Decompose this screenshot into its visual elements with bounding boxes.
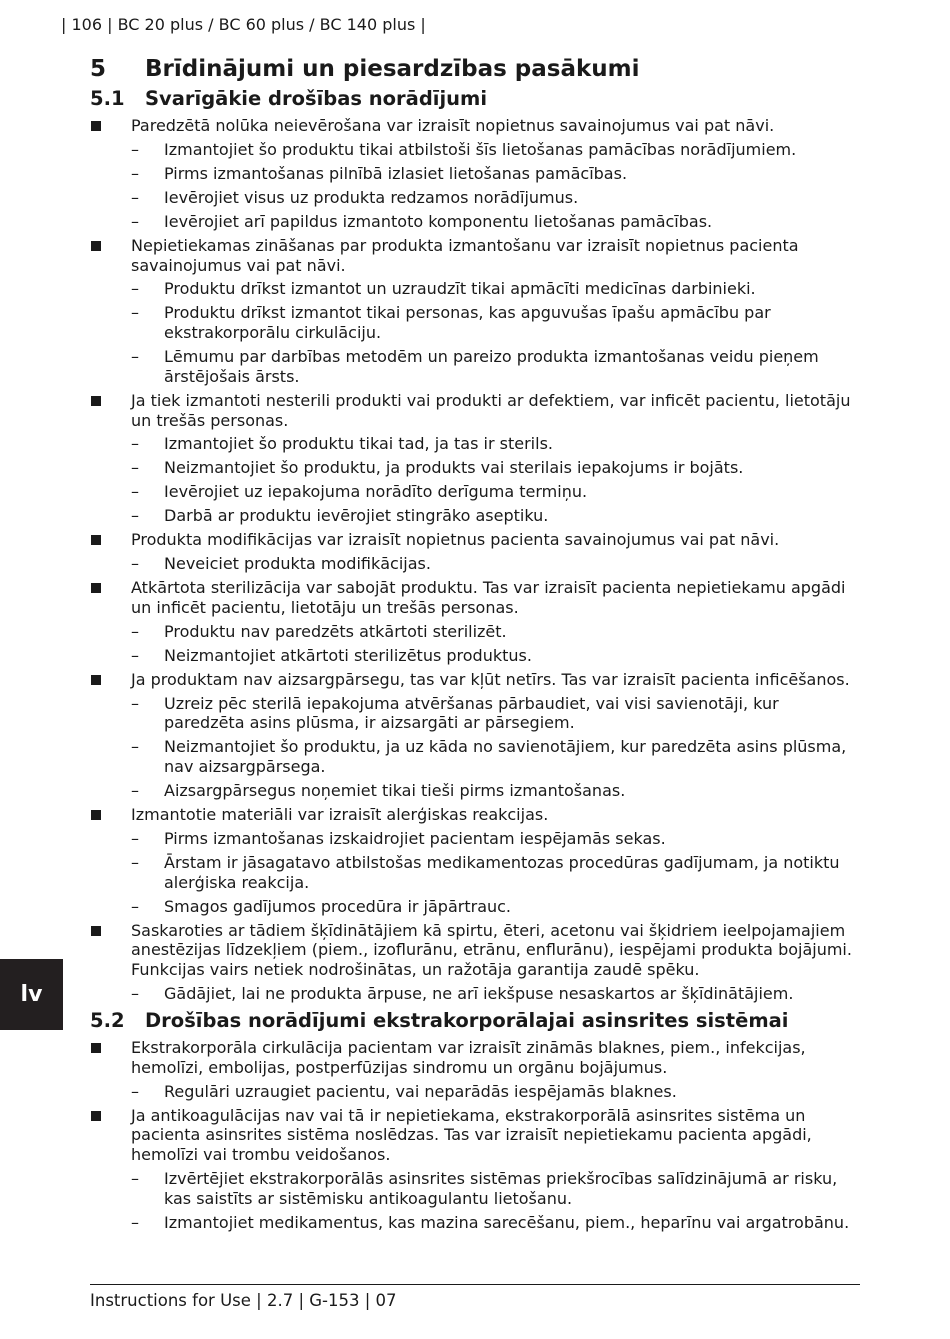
dash-bullet-icon: – <box>131 896 139 916</box>
measure-list <box>131 434 860 526</box>
dash-bullet-icon: – <box>131 737 139 757</box>
dash-bullet-icon: – <box>131 828 139 848</box>
document-body <box>90 54 860 1237</box>
measure-item <box>131 853 860 893</box>
warning-text: Paredzētā nolūka neievērošana var izraisīt nopietnus savainojumus vai pat nāvi. <box>131 116 775 135</box>
measure-item <box>131 140 860 160</box>
safety-list-5-2 <box>90 1038 860 1233</box>
warning-item <box>90 921 860 1004</box>
measure-list <box>131 1169 860 1233</box>
measure-item <box>131 212 860 232</box>
measure-text: Produktu drīkst izmantot tikai personas, kas apguvušas īpašu apmācību par ekstrakorporālu cirkulāciju. <box>164 303 771 343</box>
safety-list-5-1 <box>90 116 860 1004</box>
warning-item <box>90 236 860 387</box>
measure-item <box>131 164 860 184</box>
dash-bullet-icon: – <box>131 645 139 665</box>
measure-text: Ievērojiet arī papildus izmantoto komponentu lietošanas pamācības. <box>164 211 713 231</box>
measure-text: Ievērojiet visus uz produkta redzamos norādījumus. <box>164 187 579 207</box>
warning-text: Saskaroties ar tādiem šķīdinātājiem kā spirtu, ēteri, acetonu vai šķidriem ieelpojamajiem anestēzijas līdzekļiem (piem., izoflurānu, etrānu, enflurānu), iespējami produkta bojājumi. Funkcijas vairs netiek nodrošinātas, un ražotāja garantija zaudē spēku. <box>131 920 852 980</box>
measure-text: Darbā ar produktu ievērojiet stingrāko aseptiku. <box>164 506 549 526</box>
measure-item <box>131 303 860 343</box>
dash-bullet-icon: – <box>131 1168 139 1188</box>
warning-text: Produkta modifikācijas var izraisīt nopietnus pacienta savainojumus vai pat nāvi. <box>131 530 780 550</box>
measure-item <box>131 984 860 1004</box>
measure-text: Neizmantojiet šo produktu, ja uz kāda no savienotājiem, kur paredzēta asins plūsma, nav aizsargpārsega. <box>164 737 847 777</box>
measure-item <box>131 1213 860 1233</box>
dash-bullet-icon: – <box>131 506 139 526</box>
measure-text: Pirms izmantošanas pilnībā izlasiet lietošanas pamācības. <box>164 163 628 183</box>
dash-bullet-icon: – <box>131 554 139 574</box>
measure-list <box>131 694 860 801</box>
measure-item <box>131 458 860 478</box>
warning-item <box>90 1038 860 1101</box>
dash-bullet-icon: – <box>131 434 139 454</box>
measure-list <box>131 1082 860 1102</box>
measure-text: Izmantojiet medikamentus, kas mazina sarecēšanu, piem., heparīnu vai argatrobānu. <box>164 1212 850 1232</box>
measure-text: Gādājiet, lai ne produkta ārpuse, ne arī iekšpuse nesaskartos ar šķīdinātājiem. <box>164 984 794 1004</box>
measure-text: Regulāri uzraugiet pacientu, vai neparādās iespējamās blaknes. <box>164 1081 677 1101</box>
measure-list <box>131 984 860 1004</box>
warning-item <box>90 670 860 801</box>
measure-list <box>131 140 860 232</box>
measure-text: Neizmantojiet atkārtoti sterilizētus produktus. <box>164 645 532 665</box>
square-bullet-icon <box>91 241 101 251</box>
measure-text: Ievērojiet uz iepakojuma norādīto derīguma termiņu. <box>164 482 588 502</box>
measure-item <box>131 188 860 208</box>
warning-text: Ekstrakorporāla cirkulācija pacientam var izraisīt zināmās blaknes, piem., infekcijas, hemolīzi, embolijas, postperfūzijas sindromu un orgānu bojājumus. <box>131 1038 806 1077</box>
measure-text: Izmantojiet šo produktu tikai tad, ja tas ir sterils. <box>164 434 553 454</box>
dash-bullet-icon: – <box>131 139 139 159</box>
section-title: Brīdinājumi un piesardzības pasākumi <box>145 56 640 82</box>
section-5-1-heading <box>90 84 860 114</box>
measure-item <box>131 347 860 387</box>
measure-list <box>131 279 860 386</box>
measure-list <box>131 829 860 917</box>
measure-text: Izvērtējiet ekstrakorporālās asinsrites sistēmas priekšrocības salīdzinājumā ar risku, kas saistīts ar sistēmisku antikoagulantu lietošanu. <box>164 1168 838 1208</box>
warning-item <box>90 391 860 526</box>
measure-text: Produktu nav paredzēts atkārtoti sterilizēt. <box>164 621 507 641</box>
measure-text: Lēmumu par darbības metodēm un pareizo produkta izmantošanas veidu pieņem ārstējošais ārsts. <box>164 347 819 386</box>
section-number: 5.1 <box>90 87 125 110</box>
dash-bullet-icon: – <box>131 984 139 1004</box>
dash-bullet-icon: – <box>131 458 139 478</box>
warning-text: Ja antikoagulācijas nav vai tā ir nepietiekama, ekstrakorporālā asinsrites sistēma un pacienta asinsrites sistēma noslēdzas. Tas var izraisīt nepietiekamu pacienta apgādi, hemolīzi vai trombu veidošanos. <box>131 1105 812 1165</box>
dash-bullet-icon: – <box>131 621 139 641</box>
measure-text: Ārstam ir jāsagatavo atbilstošas medikamentozas procedūras gadījumam, ja notiktu alerģiska reakcija. <box>164 852 840 892</box>
dash-bullet-icon: – <box>131 279 139 299</box>
warning-text: Ja produktam nav aizsargpārsegu, tas var kļūt netīrs. Tas var izraisīt pacienta inficēšanos. <box>131 669 850 689</box>
measure-text: Pirms izmantošanas izskaidrojiet pacientam iespējamās sekas. <box>164 828 666 848</box>
square-bullet-icon <box>91 810 101 820</box>
measure-item <box>131 829 860 849</box>
square-bullet-icon <box>91 1043 101 1053</box>
section-5-heading <box>90 54 860 84</box>
measure-list <box>131 554 860 574</box>
measure-item <box>131 434 860 454</box>
square-bullet-icon <box>91 926 101 936</box>
dash-bullet-icon: – <box>131 303 139 323</box>
measure-text: Neveiciet produkta modifikācijas. <box>164 554 431 574</box>
dash-bullet-icon: – <box>131 781 139 801</box>
measure-item <box>131 1082 860 1102</box>
section-number: 5.2 <box>90 1009 125 1033</box>
dash-bullet-icon: – <box>131 693 139 713</box>
square-bullet-icon <box>91 121 101 131</box>
square-bullet-icon <box>91 675 101 685</box>
warning-item <box>90 578 860 665</box>
section-number: 5 <box>90 56 107 82</box>
measure-item <box>131 482 860 502</box>
measure-item <box>131 622 860 642</box>
page-header: | 106 | BC 20 plus / BC 60 plus / BC 140 plus | <box>61 15 426 34</box>
warning-text: Atkārtota sterilizācija var sabojāt produktu. Tas var izraisīt pacienta nepietiekamu apgādi un inficēt pacientu, lietotāju un trešās personas. <box>131 578 846 617</box>
section-title: Svarīgākie drošības norādījumi <box>145 87 488 110</box>
warning-text: Izmantotie materiāli var izraisīt alerģiskas reakcijas. <box>131 805 549 825</box>
dash-bullet-icon: – <box>131 211 139 231</box>
section-title: Drošības norādījumi ekstrakorporālajai asinsrites sistēmai <box>145 1009 789 1033</box>
warning-item <box>90 805 860 916</box>
square-bullet-icon <box>91 535 101 545</box>
measure-item <box>131 1169 860 1209</box>
warning-item <box>90 116 860 232</box>
measure-item <box>131 279 860 299</box>
warning-item <box>90 1106 860 1233</box>
square-bullet-icon <box>91 1111 101 1121</box>
measure-text: Produktu drīkst izmantot un uzraudzīt tikai apmācīti medicīnas darbinieki. <box>164 279 756 299</box>
warning-text: Ja tiek izmantoti nesterili produkti vai produkti ar defektiem, var inficēt pacientu, lietotāju un trešās personas. <box>131 390 851 430</box>
footer-divider <box>90 1284 860 1285</box>
measure-text: Izmantojiet šo produktu tikai atbilstoši šīs lietošanas pamācības norādījumiem. <box>164 139 797 159</box>
measure-item <box>131 646 860 666</box>
dash-bullet-icon: – <box>131 163 139 183</box>
square-bullet-icon <box>91 396 101 406</box>
measure-text: Smagos gadījumos procedūra ir jāpārtrauc. <box>164 896 512 916</box>
square-bullet-icon <box>91 583 101 593</box>
measure-item <box>131 506 860 526</box>
measure-item <box>131 554 860 574</box>
measure-item <box>131 737 860 777</box>
dash-bullet-icon: – <box>131 482 139 502</box>
language-tab: lv <box>0 959 63 1030</box>
measure-text: Neizmantojiet šo produktu, ja produkts vai sterilais iepakojums ir bojāts. <box>164 458 744 478</box>
measure-item <box>131 781 860 801</box>
measure-text: Aizsargpārsegus noņemiet tikai tieši pirms izmantošanas. <box>164 781 626 801</box>
measure-item <box>131 694 860 734</box>
measure-list <box>131 622 860 666</box>
dash-bullet-icon: – <box>131 347 139 367</box>
warning-item <box>90 530 860 574</box>
dash-bullet-icon: – <box>131 852 139 872</box>
measure-text: Uzreiz pēc sterilā iepakojuma atvēršanas pārbaudiet, vai visi savienotāji, kur paredzēta asins plūsma, ir aizsargāti ar pārsegiem. <box>164 693 779 733</box>
dash-bullet-icon: – <box>131 1081 139 1101</box>
dash-bullet-icon: – <box>131 187 139 207</box>
section-5-2-heading <box>90 1006 860 1036</box>
warning-text: Nepietiekamas zināšanas par produkta izmantošanu var izraisīt nopietnus pacienta savainojumus vai pat nāvi. <box>131 235 799 275</box>
page-footer: Instructions for Use | 2.7 | G-153 | 07 <box>90 1291 397 1310</box>
dash-bullet-icon: – <box>131 1212 139 1232</box>
measure-item <box>131 897 860 917</box>
